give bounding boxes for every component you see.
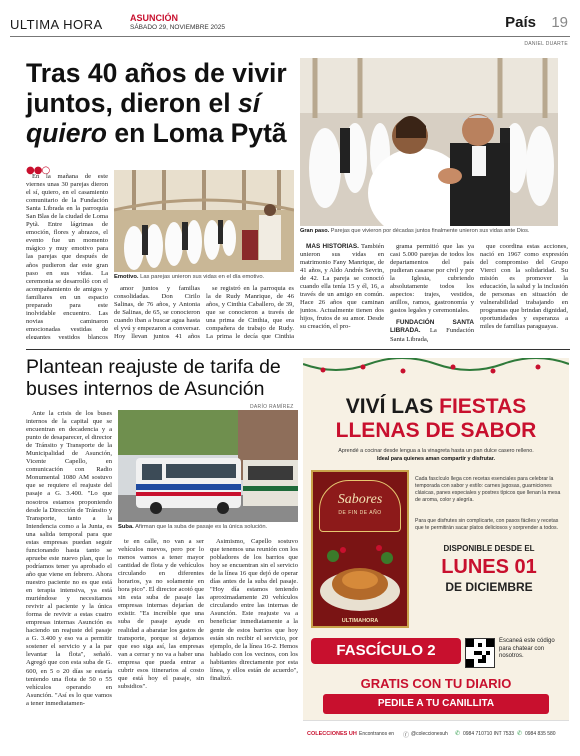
footer-social: @coleccionesuh <box>411 731 448 737</box>
article1-col3: se registró en la parroquia es la de Rudy Manrique, de 46 años, y Cinthia Caballero, de 39, que se conocieron a través de una prima de Cinthia, que era compañera de trabajo de Rudy. La prima le decía que Cinthia <box>206 285 294 341</box>
ad-free: GRATIS CON TU DIARIO <box>360 676 512 691</box>
article2-col1: Ante la crisis de los buses internos de la capital que se encuentran en decadencia y a punto de desaparecer, el director de Tránsito y Transporte de la Municipalidad de Asunción, Vicente Capello, en comunicación con Radio Monumental 1080 AM sostuvo que se requiere el reajuste del pasaje a G. 3.400. "Lo que nosotros estamos proponiendo desde la Dirección de Tránsito y Transporte, tanto a la Intendencia como a la Junta, es una salida temporal para que estas empresas puedan seguir funcionando hasta tanto se apruebe este nuevo plan, que lo podríamos tener ya aprobado el año que viene en febrero. Ahora nuestro paciente no es que está en terapia intensiva, ya está muriéndose y necesitamos revivir al paciente y la única forma de revivir a estas cuatro empresas internas Asunción es haciendo un reajuste del pasaje a G. 3.400 y eso va a permitir sostener el servicio y a la par levantar la flota", señaló. Agregó que con esta suba de G. 600, en 5 o 20 días se estaría teniendo una flota de 50 o 55 vehículos operando en Asunción. "Así es lo que vamos a tener inmediatamen- <box>26 410 112 707</box>
phone-icon: ✆ <box>517 731 523 737</box>
issue-date: SÁBADO 29, NOVIEMBRE 2025 <box>130 24 226 31</box>
ad-headline-2: LLENAS DE SABOR <box>335 419 537 442</box>
bus-photo-caption: Suba. Afirman que la suba de pasaje es la única solución. <box>118 524 268 530</box>
ad-footer <box>303 720 569 748</box>
photo-caption-large: Gran paso. Parejas que vivieron por décadas juntos finalmente unieron sus vidas ante Dios. <box>300 228 530 234</box>
book-cover <box>311 470 409 628</box>
ad-desc-2: Para que disfrutes sin complicarte, con pasos fáciles y recetas que te permitirán sacar platos deliciosos y sorprender a todos. <box>415 518 559 531</box>
photo-caption-small: Emotivo. Las parejas unieron sus vidas en el día emotivo. <box>114 274 265 280</box>
footer-web: Encontranos en <box>359 731 395 737</box>
photo-credit-2: DARÍO RAMÍREZ <box>250 404 294 410</box>
wedding-photo-large <box>300 58 558 226</box>
section-label: ULTIMA HORA <box>10 17 103 32</box>
facebook-icon: ⓕ <box>403 733 410 739</box>
ad-fasciculo: FASCÍCULO 2 <box>311 638 461 664</box>
wedding-photo-small <box>114 170 294 272</box>
article1-col2: amor juntos y familias consolidadas. Don Cirilo Salinas, de 76 años, y Antonia de Salinas, de 65, se conocieron cuando iban a buscar agua hasta el yvú y empezaron a conversar. Hoy llevan juntos 41 años <box>114 285 200 341</box>
article1-col5: grama permitió que las ya casi 5.000 parejas de todos los departamentos del país pudieran casarse por civil y por la Iglesia, cubriendo absolutamente todos los aspectos: trajes, vestidos, anillos, ramos, gastronomía y gastos legales y ceremoniales. FUNDACIÓN SANTA LIBRADA. La Fundación Santa Librada, <box>390 243 474 343</box>
bullet-dots: ●●○ <box>26 165 50 176</box>
ad-desc-1: Cada fascículo llega con recetas esenciales para celebrar la temporada con sabor y estilo: carnes jugosas, guarniciones clásicas, panes especiales y postres típicos que llenan la mesa de aroma, color y alegría. <box>415 476 561 503</box>
qr-code-icon <box>465 638 495 668</box>
ad-tagline-2: Ideal para quienes aman compartir y disfrutar. <box>376 456 496 462</box>
book-subtitle: DE FIN DE AÑO <box>338 510 382 516</box>
article1-col1: En la mañana de este viernes unas 30 parejas dieron el sí, quiero, en el casamiento comunitario de la Fundación Santa Librada en la parroquia San Blas de la ciudad de Loma Pytã. Entre lágrimas de emoción, flores y abrazos, el evento fue un momento mágico y muy emotivo para las parejas que después de años pudieron dar este gran paso en sus vidas. La ceremonia se desarrolló con el acompañamiento de amigos y familiares en un espacio preparado para este inolvidable encuentro. Las novias caminaron emocionadas vestidas de elegantes vestidos blancos <box>26 173 108 339</box>
footer-brand: COLECCIONES UH <box>307 731 357 737</box>
whatsapp-icon: ✆ <box>455 731 461 737</box>
ad-available: DISPONIBLE DESDE EL <box>443 544 535 553</box>
ad-day: LUNES 01 <box>441 556 537 578</box>
headline-1: Tras 40 años de vivir juntos, dieron el sí quiero en Loma Pytã <box>26 58 287 148</box>
footer-phone-1: 0984 710710 INT 7533 <box>463 731 515 737</box>
section-name: País <box>505 14 536 31</box>
article1-col4: MÁS HISTORIAS. También unieron sus vidas en matrimonio Fany Manrique, de 41 años, y Aldo Andrés Sevrin, de 42. La pareja se conoció cuando ella tenía 15 y él, 16, a través de un amigo en común. Hace 26 años que caminan juntos. Actualmente tienen dos hijos, frutos de su amor. Desde su creación, el pro- <box>300 243 384 331</box>
footer-phone-2: 0984 835 580 <box>525 731 556 737</box>
page-number: 19 <box>551 14 568 31</box>
ad-tagline: Aprendé a cocinar desde lengua a la vinagreta hasta un pan dulce casero relleno. <box>338 448 534 454</box>
photo-credit: DANIEL DUARTE <box>524 41 568 47</box>
article1-col6: que coordina estas acciones, nació en 1967 como expresión del compromiso del Grupo Vierci con la solidaridad. Su misión es promover la educación, la salud y la inclusión de personas en situación de vulnerabilidad trabajando en programas que brindan dignidad, oportunidades y esperanza a miles de familias paraguayas. <box>480 243 568 331</box>
book-title: Sabores <box>337 492 383 507</box>
headline-2: Plantean reajuste de tarifa de buses internos de Asunción <box>26 356 281 400</box>
qr-caption: Escaneá este código para chatear con nosotros. <box>499 638 555 659</box>
ad-month: DE DICIEMBRE <box>445 580 533 594</box>
bus-photo <box>118 410 298 522</box>
article2-col2: te en calle, no van a ser vehículos nuevos, pero por lo menos vamos a tener mayor cantidad de flota y de vehículos circulando en diferentes horarios, ya no solamente en hora pico". El director acotó que sin esta suba de pasaje las empresas internas dejarían de existir. "Es increíble que una suba de pasaje ayude en realidad a abaratar los gastos de transporte, porque si dejamos que eso siga así, las empresas van a cerrar y no va a haber una empresa que pueda entrar a cubrir esos itinerarios al costo que está hoy el pasaje, sin subsidios". <box>118 538 204 690</box>
header-rule <box>10 36 570 37</box>
brand-name: ASUNCIÓN <box>130 13 179 23</box>
ad-headline: VIVÍ LAS FIESTAS <box>345 395 527 418</box>
ad-ask: PEDILE A TU CANILLITA <box>323 694 549 714</box>
article2-col3: Asimismo, Capello sostuvo que tenemos una reunión con los pobladores de los barrios que hoy se encuentran sin el servicio de la línea 16 que dejó de operar días antes de la suba del pasaje. "Hoy día estamos teniendo aproximadamente 20 vehículos circulando entre las internas de Asunción. Este reajuste va a beneficiar inmediatamente a la gente de estos barrios que hoy están sin recibir el servicio, por ejemplo, de la línea 16-2. Hemos hablado con los vecinos, con los habitantes directamente por esta línea, y ellos están de acuerdo", finalizó. <box>210 538 298 682</box>
advertisement <box>303 358 569 748</box>
book-brand: ULTIMAHORA <box>341 618 379 624</box>
section-rule <box>26 349 570 350</box>
